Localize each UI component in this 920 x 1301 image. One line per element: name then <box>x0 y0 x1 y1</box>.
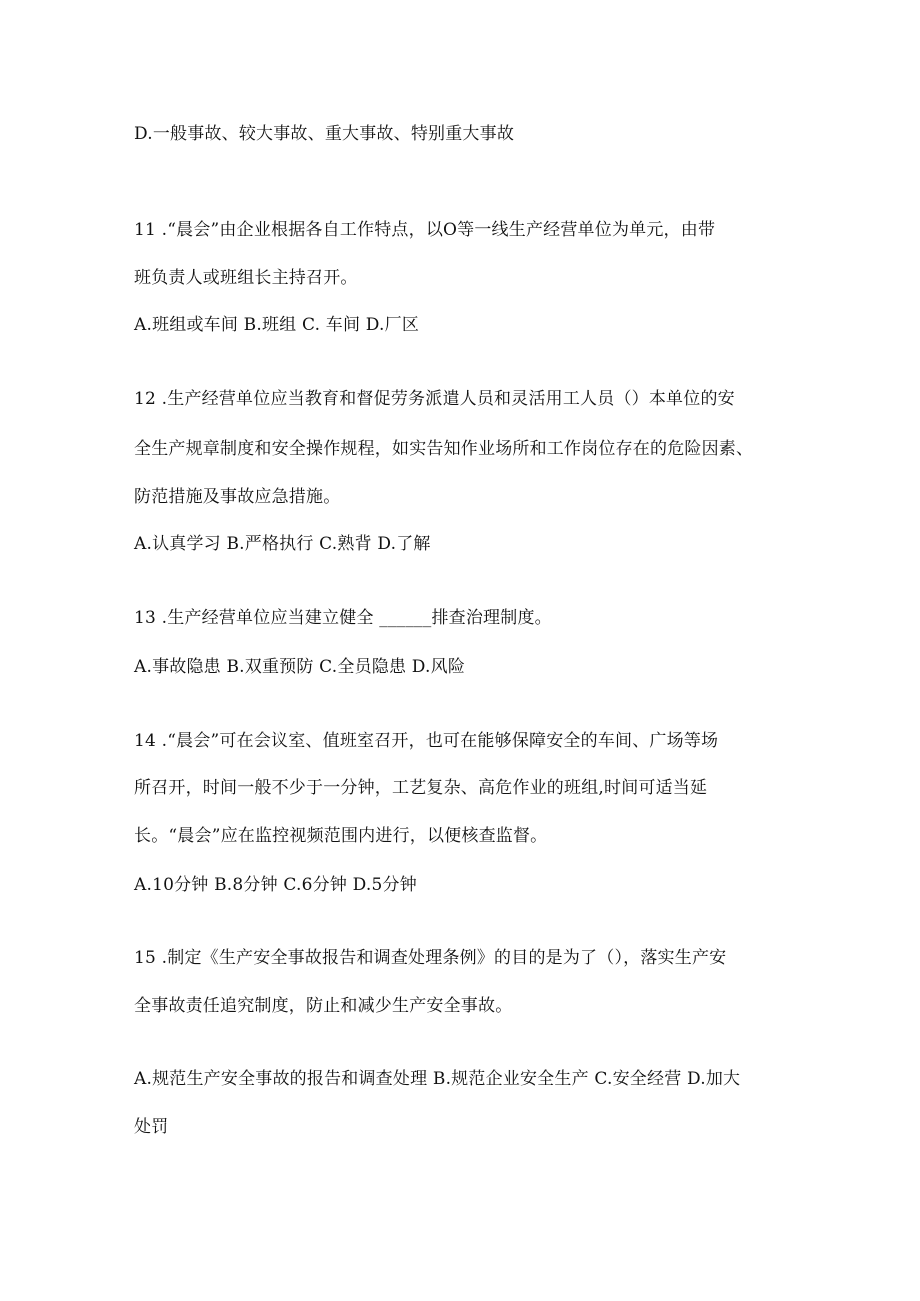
question-12-line-2: 全生产规章制度和安全操作规程，如实告知作业场所和工作岗位存在的危险因素、 <box>134 439 754 459</box>
question-11-line-2: 班负责人或班组长主持召开。 <box>134 268 358 288</box>
question-15-options-line-2: 处罚 <box>134 1117 169 1137</box>
question-12-line-3: 防范措施及事故应急措施。 <box>134 487 341 507</box>
question-14-options: A.10分钟 B.8分钟 C.6分钟 D.5分钟 <box>134 875 417 895</box>
question-15-options-line-1: A.规范生产安全事故的报告和调查处理 B.规范企业安全生产 C.安全经营 D.加大 <box>134 1069 741 1089</box>
question-14-line-2: 所召开，时间一般不少于一分钟，工艺复杂、高危作业的班组,时间可适当延 <box>134 778 708 798</box>
question-14-line-1: 14 .“晨会”可在会议室、值班室召开，也可在能够保障安全的车间、广场等场 <box>134 731 719 751</box>
question-13-line-1: 13 .生产经营单位应当建立健全 ______排查治理制度。 <box>134 608 552 628</box>
question-12-line-1: 12 .生产经营单位应当教育和督促劳务派遣人员和灵活用工人员（）本单位的安 <box>134 389 735 409</box>
option-line-q10-d: D.一般事故、较大事故、重大事故、特别重大事故 <box>134 124 515 144</box>
question-15-line-2: 全事故责任追究制度，防止和减少生产安全事故。 <box>134 996 513 1016</box>
question-13-options: A.事故隐患 B.双重预防 C.全员隐患 D.风险 <box>134 657 466 677</box>
question-11-options: A.班组或车间 B.班组 C. 车间 D.厂区 <box>134 315 420 335</box>
question-12-options: A.认真学习 B.严格执行 C.熟背 D.了解 <box>134 534 431 554</box>
question-11-line-1: 11 .“晨会”由企业根据各自工作特点，以O等一线生产经营单位为单元，由带 <box>134 220 716 240</box>
question-15-line-1: 15 .制定《生产安全事故报告和调查处理条例》的目的是为了（），落实生产安 <box>134 948 727 968</box>
question-14-line-3: 长。“晨会”应在监控视频范围内进行，以便核查监督。 <box>134 826 548 846</box>
